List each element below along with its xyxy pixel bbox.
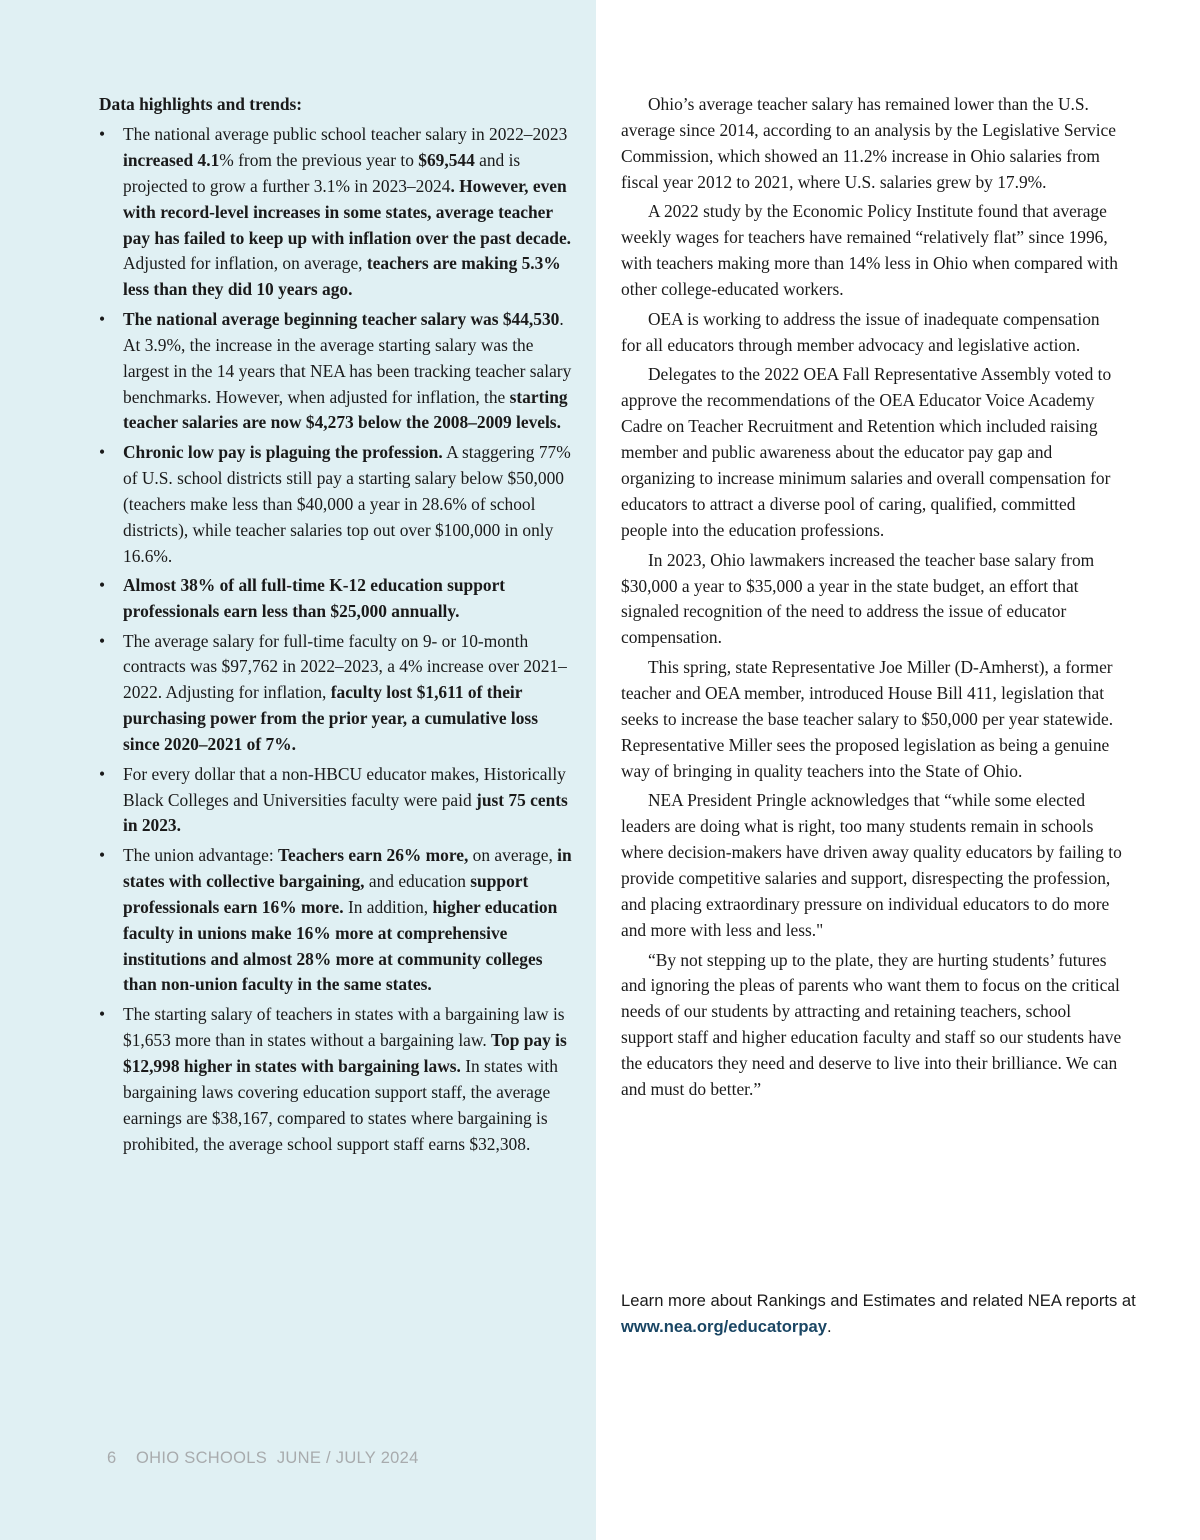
highlight-text: A staggering 77% of U.S. school districts still pay a starting salary below $50,000 (teachers make less than $40,000 a year in 28.6% of school districts), while teacher salaries top out over $100,000 in only 16.6%. [123, 441, 571, 566]
highlight-text: and is projected to grow a further 3.1% in 2023–2024 [123, 149, 521, 196]
highlight-text: For every dollar that a non-HBCU educator makes, Historically Black Colleges and Universities faculty were paid [123, 763, 566, 810]
bullet-icon: • [99, 123, 106, 144]
highlight-bold-text: teachers are making 5.3% less than they did 10 years ago. [123, 253, 561, 300]
highlight-item [99, 573, 579, 625]
highlight-text: . At 3.9%, the increase in the average starting salary was the largest in the 14 years that NEA has been tracking teacher salary benchmarks. However, when adjusted for inflation, the [123, 308, 572, 407]
highlight-bold-text: just 75 cents in 2023. [123, 789, 568, 836]
highlight-bold-text: higher education faculty in unions make 16% more at comprehensive institutions and almost 28% more at community colleges than non-union faculty in the same states. [123, 896, 558, 995]
article-paragraph: OEA is working to address the issue of inadequate compensation for all educators through member advocacy and legislative action. [621, 308, 1100, 355]
article-body [621, 92, 1124, 1107]
highlight-bold-text: $69,544 [418, 149, 475, 170]
bullet-icon: • [99, 575, 106, 596]
highlight-bold-text: Almost 38% of all full-time K-12 education support professionals earn less than $25,000 annually. [123, 575, 506, 621]
bullet-icon: • [99, 308, 106, 329]
article-paragraph: A 2022 study by the Economic Policy Institute found that average weekly wages for teachers have remained “relatively flat” since 1996, with teachers making more than 14% less in Ohio when compared with other college-educated workers. [621, 201, 1118, 300]
learn-more-period: . [826, 1317, 832, 1336]
highlight-text: In addition, [343, 896, 433, 917]
highlight-text: Adjusted for inflation, on average, [123, 253, 367, 274]
publication-name: OHIO SCHOOLS JUNE / JULY 2024 [136, 1449, 419, 1467]
highlight-text: The average salary for full-time faculty on 9- or 10-month contracts was $97,762 in 2022–2023, a 4% increase over 2021–2022. Adjusting for inflation, [123, 630, 567, 703]
bullet-icon: • [99, 844, 106, 865]
highlight-bold-text: support professionals earn 16% more. [123, 870, 529, 917]
highlight-text: In states with bargaining laws covering education support staff, the average earnings are $38,167, compared to states where bargaining is prohibited, the average school support staff earns $32,308. [123, 1055, 558, 1154]
article-paragraph: “By not stepping up to the plate, they are hurting students’ futures and ignoring the pleas of parents who want them to focus on the critical needs of our students by attracting and retaining teachers, school support staff and higher education faculty and staff so our students have the educators they need and deserve to live into their brilliance. We can and must do better.” [621, 949, 1122, 1100]
highlight-text: on average, [468, 844, 558, 865]
page-number: 6 [107, 1449, 117, 1467]
highlight-text: % from the previous year to [219, 149, 419, 170]
article-paragraph: Ohio’s average teacher salary has remained lower than the U.S. average since 2014, according to an analysis by the Legislative Service Commission, which showed an 11.2% increase in Ohio salaries from fiscal year 2012 to 2021, where U.S. salaries grew by 17.9%. [621, 94, 1116, 192]
highlight-bold-text: The national average beginning teacher salary was $44,530 [123, 308, 560, 329]
highlight-item [99, 1002, 579, 1157]
highlight-text: and education [364, 870, 471, 891]
learn-more-note [621, 1288, 1141, 1340]
highlight-item [99, 762, 579, 840]
highlight-bold-text: starting teacher salaries are now $4,273 below the 2008–2009 levels. [123, 386, 568, 433]
highlight-bold-text: Teachers earn 26% more, [278, 844, 469, 865]
highlight-bold-text: . However, even with record-level increases in some states, average teacher pay has failed to keep up with inflation over the past decade. [123, 175, 572, 248]
highlight-bold-text: Top pay is $12,998 higher in states with bargaining laws. [123, 1029, 567, 1076]
bullet-icon: • [99, 1003, 106, 1024]
highlight-item [99, 843, 579, 998]
highlight-item [99, 440, 579, 570]
highlight-text: The national average public school teacher salary in 2022–2023 [123, 123, 568, 144]
bullet-icon: • [99, 763, 106, 784]
bullet-icon: • [99, 630, 106, 651]
data-highlights-section [99, 92, 579, 1161]
page-footer [107, 1449, 419, 1468]
article-paragraph: In 2023, Ohio lawmakers increased the teacher base salary from $30,000 a year to $35,000 a year in the state budget, an effort that signaled recognition of the need to address the issue of educator compensation. [621, 549, 1095, 648]
highlight-item [99, 307, 579, 437]
highlight-bold-text: in states with collective bargaining, [123, 844, 572, 891]
highlight-item [99, 122, 579, 303]
article-paragraph: NEA President Pringle acknowledges that “while some elected leaders are doing what is right, too many students remain in schools where decision-makers have driven away quality educators by failing to provide competitive salaries and support, disrespecting the profession, and placing extraordinary pressure on individual educators to do more and more with less and less." [621, 790, 1122, 940]
article-paragraph: This spring, state Representative Joe Miller (D-Amherst), a former teacher and OEA member, introduced House Bill 411, legislation that seeks to increase the base teacher salary to $50,000 per year statewide. Representative Miller sees the proposed legislation as being a genuine way of bringing in quality teachers into the State of Ohio. [621, 657, 1114, 781]
article-paragraph: Delegates to the 2022 OEA Fall Representative Assembly voted to approve the recommendations of the OEA Educator Voice Academy Cadre on Teacher Recruitment and Retention which included raising member and public awareness about the educator pay gap and organizing to increase minimum salaries and overall compensation for educators to attract a diverse pool of caring, qualified, committed people into the education professions. [621, 364, 1112, 540]
highlight-bold-text: faculty lost $1,611 of their purchasing power from the prior year, a cumulative loss since 2020–2021 of 7%. [123, 682, 538, 755]
highlights-list [99, 122, 579, 1158]
bullet-icon: • [99, 441, 106, 462]
highlights-heading: Data highlights and trends: [99, 94, 303, 114]
highlight-item [99, 629, 579, 759]
highlight-text: The union advantage: [123, 844, 279, 865]
learn-more-text: Learn more about Rankings and Estimates and related NEA reports at [621, 1291, 1136, 1310]
highlight-text: The starting salary of teachers in states with a bargaining law is $1,653 more than in states without a bargaining law. [123, 1003, 565, 1050]
highlight-bold-text: increased 4.1 [123, 149, 220, 170]
highlight-bold-text: Chronic low pay is plaguing the profession. [123, 441, 443, 462]
educatorpay-link[interactable]: www.nea.org/educatorpay [621, 1317, 827, 1336]
